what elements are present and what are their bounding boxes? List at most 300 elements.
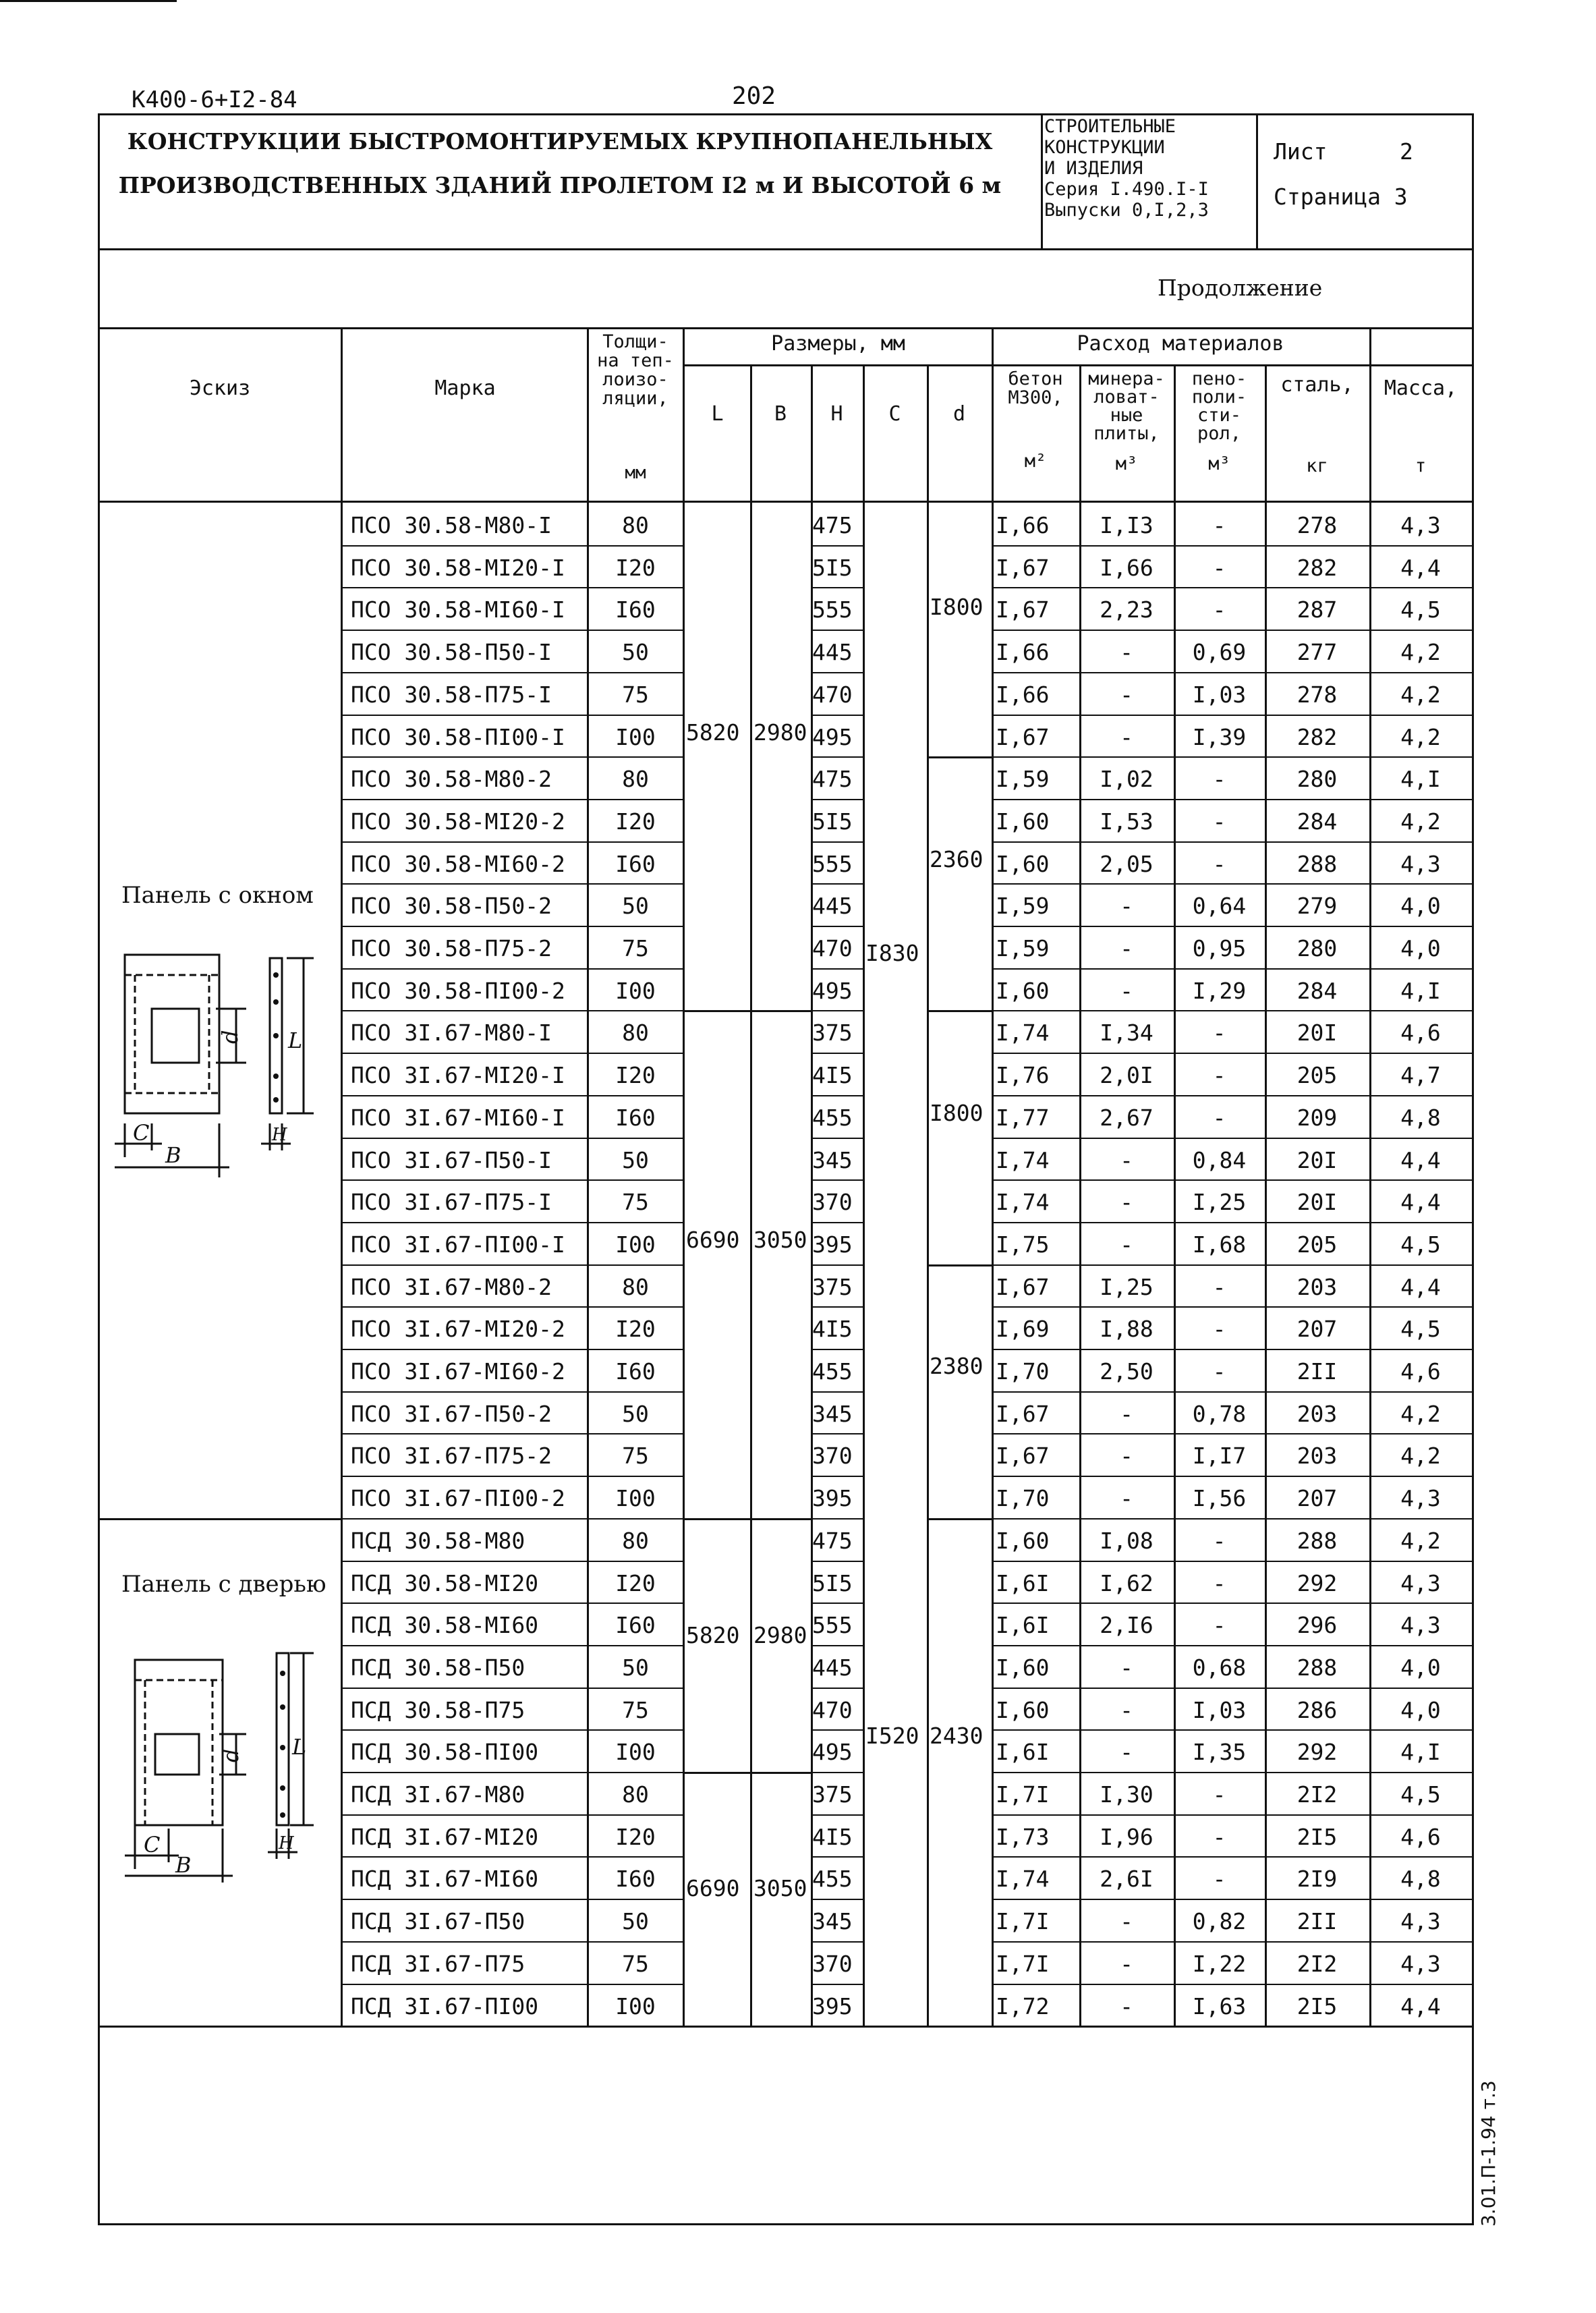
row-10-h: 470 <box>812 935 853 962</box>
row-32-foam: - <box>1212 1866 1226 1893</box>
row-22-mark: ПСО 3I.67-П75-2 <box>351 1443 552 1470</box>
row-27-mark: ПСД 30.58-П50 <box>351 1654 525 1681</box>
grid-row-line-h <box>811 587 863 588</box>
sketch-label-B: B <box>165 1142 181 1168</box>
grid-row-line-m <box>992 1222 1472 1223</box>
row-8-t: I60 <box>615 850 656 877</box>
row-7-h: 5I5 <box>812 808 853 835</box>
row-31-min: I,96 <box>1100 1823 1153 1850</box>
grid-row-line-m <box>992 883 1472 885</box>
frame-right <box>1472 113 1474 2225</box>
row-0-min: I,I3 <box>1100 512 1153 538</box>
row-33-min: - <box>1120 1908 1133 1935</box>
row-21-t: 50 <box>622 1400 649 1427</box>
row-5-mass: 4,2 <box>1400 723 1441 750</box>
grid-row-line-h <box>811 1645 863 1646</box>
row-21-foam: 0,78 <box>1192 1400 1247 1427</box>
row-30-t: 80 <box>622 1781 649 1808</box>
merged-d-5: 2430 <box>930 1723 984 1749</box>
row-29-h: 495 <box>812 1739 853 1766</box>
title-divider <box>1041 113 1043 250</box>
grid-row-line-h <box>811 1941 863 1943</box>
row-29-foam: I,35 <box>1192 1739 1247 1766</box>
grid-row-line-a <box>341 1010 683 1011</box>
row-30-h: 375 <box>812 1781 853 1808</box>
row-18-mark: ПСО 3I.67-М80-2 <box>351 1273 552 1300</box>
row-22-steel: 203 <box>1296 1443 1338 1470</box>
grid-row-line-h <box>811 1433 863 1434</box>
grid-row-line-a <box>341 1899 683 1900</box>
merged-L-2: 6690 <box>686 1227 740 1253</box>
row-34-foam: I,22 <box>1192 1950 1247 1977</box>
row-2-min: 2,23 <box>1100 596 1153 623</box>
row-32-h: 455 <box>812 1866 853 1893</box>
page-number: 202 <box>732 82 776 110</box>
grid-row-line-h <box>811 1984 863 1985</box>
grid-row-line-m <box>992 1941 1472 1943</box>
row-6-h: 475 <box>812 766 853 793</box>
grid-group-lb <box>683 1772 811 1774</box>
row-18-steel: 203 <box>1296 1273 1338 1300</box>
row-19-h: 4I5 <box>812 1316 853 1343</box>
row-34-t: 75 <box>622 1950 649 1977</box>
row-34-min: - <box>1120 1950 1133 1977</box>
row-3-min: - <box>1120 639 1133 666</box>
grid-row-line-a <box>341 1264 683 1266</box>
row-26-t: I60 <box>615 1612 656 1639</box>
row-2-h: 555 <box>812 596 853 623</box>
row-31-conc: I,73 <box>996 1823 1050 1850</box>
grid-group-lb <box>683 1010 811 1012</box>
row-13-mass: 4,7 <box>1400 1062 1441 1089</box>
row-4-steel: 278 <box>1296 681 1338 708</box>
row-32-conc: I,74 <box>996 1866 1050 1893</box>
grid-row-line-h <box>811 968 863 970</box>
door-sketch-label-B: B <box>175 1852 192 1878</box>
row-32-steel: 2I9 <box>1296 1866 1338 1893</box>
grid-row-line-h <box>811 1899 863 1900</box>
row-8-h: 555 <box>812 850 853 877</box>
door-sketch-label-d: d <box>218 1748 244 1762</box>
row-0-t: 80 <box>622 512 649 538</box>
grid-row-line-a <box>341 1729 683 1731</box>
row-9-steel: 279 <box>1296 893 1338 920</box>
grid-row-line-m <box>992 799 1472 800</box>
grid-row-line-m <box>992 1603 1472 1604</box>
row-33-mass: 4,3 <box>1400 1908 1441 1935</box>
row-24-t: 80 <box>622 1527 649 1554</box>
row-1-min: I,66 <box>1100 554 1153 581</box>
row-28-foam: I,03 <box>1192 1696 1247 1723</box>
grid-row-line-m <box>992 1095 1472 1096</box>
row-8-conc: I,60 <box>996 850 1050 877</box>
row-19-steel: 207 <box>1296 1316 1338 1343</box>
grid-row-line-m <box>992 1179 1472 1181</box>
grid-row-line-h <box>811 545 863 547</box>
row-35-min: - <box>1120 1992 1133 2019</box>
grid-row-line-m <box>992 630 1472 631</box>
row-15-foam: 0,84 <box>1192 1146 1247 1173</box>
row-5-t: I00 <box>615 723 656 750</box>
row-9-min: - <box>1120 893 1133 920</box>
row-16-steel: 20I <box>1296 1189 1338 1216</box>
grid-row-line-h <box>811 1179 863 1181</box>
grid-col-7 <box>992 327 994 2026</box>
row-23-conc: I,70 <box>996 1485 1050 1512</box>
grid-row-line-a <box>341 1476 683 1477</box>
sheet-value: 2 <box>1400 138 1413 165</box>
row-16-mark: ПСО 3I.67-П75-I <box>351 1189 552 1216</box>
grid-row-line-h <box>811 1095 863 1096</box>
grid-row-line-a <box>341 1603 683 1604</box>
grid-row-line-m <box>992 1433 1472 1434</box>
grid-row-line-a <box>341 1179 683 1181</box>
row-25-t: I20 <box>615 1569 656 1596</box>
grid-row-line-a <box>341 1053 683 1054</box>
header-H: H <box>830 402 843 426</box>
grid-row-line-a <box>341 715 683 716</box>
row-15-t: 50 <box>622 1146 649 1173</box>
grid-row-line-m <box>992 1518 1472 1520</box>
row-28-min: - <box>1120 1696 1133 1723</box>
row-3-mark: ПСО 30.58-П50-I <box>351 639 552 666</box>
merged-C-1: I830 <box>865 940 919 966</box>
row-19-mass: 4,5 <box>1400 1316 1441 1343</box>
row-29-min: - <box>1120 1739 1133 1766</box>
row-4-mass: 4,2 <box>1400 681 1441 708</box>
row-14-h: 455 <box>812 1104 853 1131</box>
row-5-conc: I,67 <box>996 723 1050 750</box>
row-14-mark: ПСО 3I.67-МI60-I <box>351 1104 565 1131</box>
row-24-min: I,08 <box>1100 1527 1153 1554</box>
merged-B-1: 2980 <box>753 719 807 746</box>
row-31-mass: 4,6 <box>1400 1823 1441 1850</box>
row-3-foam: 0,69 <box>1192 639 1247 666</box>
row-27-min: - <box>1120 1654 1133 1681</box>
row-22-min: - <box>1120 1443 1133 1470</box>
row-21-min: - <box>1120 1400 1133 1427</box>
grid-row-line-a <box>341 1433 683 1434</box>
grid-row-line-m <box>992 1688 1472 1689</box>
row-23-mass: 4,3 <box>1400 1485 1441 1512</box>
merged-B-2: 3050 <box>753 1227 807 1253</box>
row-32-mass: 4,8 <box>1400 1866 1441 1893</box>
row-19-min: I,88 <box>1100 1316 1153 1343</box>
row-9-mark: ПСО 30.58-П50-2 <box>351 893 552 920</box>
row-15-steel: 20I <box>1296 1146 1338 1173</box>
row-25-steel: 292 <box>1296 1569 1338 1596</box>
grid-row-line-a <box>341 1561 683 1562</box>
grid-row-line-a <box>341 1814 683 1816</box>
row-11-conc: I,60 <box>996 977 1050 1004</box>
grid-row-line-m <box>992 968 1472 970</box>
row-2-steel: 287 <box>1296 596 1338 623</box>
title-line-1: КОНСТРУКЦИИ БЫСТРОМОНТИРУЕМЫХ КРУПНОПАНЕЛЬНЫХ <box>127 128 993 155</box>
grid-row-line-h <box>811 1856 863 1858</box>
row-10-t: 75 <box>622 935 649 962</box>
row-6-t: 80 <box>622 766 649 793</box>
grid-col-3 <box>750 364 752 2026</box>
row-17-mass: 4,5 <box>1400 1231 1441 1258</box>
grid-row-line-h <box>811 1010 863 1011</box>
merged-C-2: I520 <box>865 1723 919 1749</box>
row-28-conc: I,60 <box>996 1696 1050 1723</box>
row-24-mark: ПСД 30.58-М80 <box>351 1527 525 1554</box>
side-code: 3.01.П-1.94 т.3 <box>1477 2080 1500 2227</box>
row-24-mass: 4,2 <box>1400 1527 1441 1554</box>
row-1-steel: 282 <box>1296 554 1338 581</box>
grid-row-line-h <box>811 1476 863 1477</box>
header-concrete-unit: м² <box>1024 451 1047 472</box>
header-C: C <box>888 402 901 426</box>
header-mineral: минера- ловат- ные плиты, <box>1088 368 1165 444</box>
row-17-t: I00 <box>615 1231 656 1258</box>
row-33-h: 345 <box>812 1908 853 1935</box>
row-12-h: 375 <box>812 1020 853 1047</box>
grid-row-line-h <box>811 1518 863 1520</box>
row-6-conc: I,59 <box>996 766 1050 793</box>
row-8-min: 2,05 <box>1100 850 1153 877</box>
row-6-min: I,02 <box>1100 766 1153 793</box>
page-label: Страница 3 <box>1274 184 1408 210</box>
row-13-mark: ПСО 3I.67-МI20-I <box>351 1062 565 1089</box>
grid-row-line-m <box>992 1010 1472 1011</box>
grid-row-line-m <box>992 1856 1472 1858</box>
grid-row-line-m <box>992 1561 1472 1562</box>
row-35-mark: ПСД 3I.67-ПI00 <box>351 1992 539 2019</box>
row-7-steel: 284 <box>1296 808 1338 835</box>
row-9-conc: I,59 <box>996 893 1050 920</box>
merged-B-4: 3050 <box>753 1875 807 1901</box>
row-14-conc: I,77 <box>996 1104 1050 1131</box>
header-steel: сталь, <box>1280 373 1354 397</box>
row-35-mass: 4,4 <box>1400 1992 1441 2019</box>
grid-row-line-h <box>811 1772 863 1773</box>
row-16-min: - <box>1120 1189 1133 1216</box>
row-2-conc: I,67 <box>996 596 1050 623</box>
grid-row-line-m <box>992 715 1472 716</box>
row-1-t: I20 <box>615 554 656 581</box>
document-code: К400-6+I2-84 <box>132 86 297 113</box>
row-12-steel: 20I <box>1296 1020 1338 1047</box>
merged-L-3: 5820 <box>686 1622 740 1648</box>
header-L: L <box>711 402 724 426</box>
row-20-min: 2,50 <box>1100 1358 1153 1385</box>
grid-row-line-a <box>341 1688 683 1689</box>
row-10-min: - <box>1120 935 1133 962</box>
row-16-t: 75 <box>622 1189 649 1216</box>
section-window-panel: Панель с окном <box>121 882 314 909</box>
row-8-steel: 288 <box>1296 850 1338 877</box>
grid-row-line-h <box>811 1729 863 1731</box>
grid-row-line-a <box>341 545 683 547</box>
row-11-mark: ПСО 30.58-ПI00-2 <box>351 977 565 1004</box>
row-22-t: 75 <box>622 1443 649 1470</box>
row-14-foam: - <box>1212 1104 1226 1131</box>
row-16-mass: 4,4 <box>1400 1189 1441 1216</box>
row-10-conc: I,59 <box>996 935 1050 962</box>
row-10-mass: 4,0 <box>1400 935 1441 962</box>
row-32-min: 2,6I <box>1100 1866 1153 1893</box>
grid-group-d <box>927 1264 992 1266</box>
continuation-label: Продолжение <box>1158 275 1323 301</box>
row-30-mark: ПСД 3I.67-М80 <box>351 1781 525 1808</box>
row-12-min: I,34 <box>1100 1020 1153 1047</box>
row-18-conc: I,67 <box>996 1273 1050 1300</box>
row-15-mass: 4,4 <box>1400 1146 1441 1173</box>
row-14-t: I60 <box>615 1104 656 1131</box>
row-7-conc: I,60 <box>996 808 1050 835</box>
row-21-steel: 203 <box>1296 1400 1338 1427</box>
grid-row-line-h <box>811 1306 863 1308</box>
row-30-conc: I,7I <box>996 1781 1050 1808</box>
grid-row-line-h <box>811 1053 863 1054</box>
row-0-mark: ПСО 30.58-М80-I <box>351 512 552 538</box>
grid-row-line-m <box>992 1645 1472 1646</box>
grid-row-line-a <box>341 1518 683 1520</box>
grid-row-line-m <box>992 1349 1472 1350</box>
row-12-conc: I,74 <box>996 1020 1050 1047</box>
header-foam: пено- поли- сти- рол, <box>1191 368 1247 444</box>
grid-row-line-h <box>811 883 863 885</box>
row-1-h: 5I5 <box>812 554 853 581</box>
grid-row-line-m <box>992 841 1472 843</box>
grid-group-lb <box>683 1518 811 1520</box>
row-5-foam: I,39 <box>1192 723 1247 750</box>
row-0-steel: 278 <box>1296 512 1338 538</box>
row-4-mark: ПСО 30.58-П75-I <box>351 681 552 708</box>
row-27-steel: 288 <box>1296 1654 1338 1681</box>
grid-row-line-m <box>992 1899 1472 1900</box>
grid-row-line-a <box>341 1222 683 1223</box>
header-d: d <box>952 402 966 426</box>
grid-row-line-m <box>992 1476 1472 1477</box>
grid-row-line-m <box>992 1264 1472 1266</box>
row-11-t: I00 <box>615 977 656 1004</box>
row-35-steel: 2I5 <box>1296 1992 1338 2019</box>
row-3-conc: I,66 <box>996 639 1050 666</box>
row-10-mark: ПСО 30.58-П75-2 <box>351 935 552 962</box>
row-1-mass: 4,4 <box>1400 554 1441 581</box>
grid-row-line-m <box>992 1306 1472 1308</box>
grid-row-line-m <box>992 1772 1472 1773</box>
row-26-steel: 296 <box>1296 1612 1338 1639</box>
grid-col-11 <box>1369 327 1371 2026</box>
row-30-min: I,30 <box>1100 1781 1153 1808</box>
grid-row-line-h <box>811 756 863 758</box>
row-5-min: - <box>1120 723 1133 750</box>
grid-row-line-a <box>341 799 683 800</box>
sketch-label-d: d <box>217 1030 243 1044</box>
row-31-foam: - <box>1212 1823 1226 1850</box>
row-3-h: 445 <box>812 639 853 666</box>
grid-row-line-h <box>811 799 863 800</box>
row-2-mark: ПСО 30.58-МI60-I <box>351 596 565 623</box>
row-30-mass: 4,5 <box>1400 1781 1441 1808</box>
table-top <box>98 327 1474 329</box>
row-13-h: 4I5 <box>812 1062 853 1089</box>
row-12-foam: - <box>1212 1020 1226 1047</box>
row-28-mark: ПСД 30.58-П75 <box>351 1696 525 1723</box>
grid-row-line-a <box>341 926 683 927</box>
grid-row-line-a <box>341 1391 683 1393</box>
row-23-foam: I,56 <box>1192 1485 1247 1512</box>
row-24-steel: 288 <box>1296 1527 1338 1554</box>
row-35-conc: I,72 <box>996 1992 1050 2019</box>
row-17-mark: ПСО 3I.67-ПI00-I <box>351 1231 565 1258</box>
header-mass-unit: т <box>1415 455 1427 476</box>
row-26-mark: ПСД 30.58-МI60 <box>351 1612 539 1639</box>
door-sketch-label-H: H <box>279 1833 294 1854</box>
header-sizes: Размеры, мм <box>771 332 905 356</box>
grid-row-line-a <box>341 1645 683 1646</box>
code-underline <box>0 0 177 2</box>
window-panel-sketch <box>111 948 320 1211</box>
row-24-conc: I,60 <box>996 1527 1050 1554</box>
header-concrete: бетон М300, <box>1008 368 1063 408</box>
sheet-label: Лист <box>1274 138 1328 165</box>
series-divider <box>1256 113 1258 250</box>
row-11-steel: 284 <box>1296 977 1338 1004</box>
row-1-foam: - <box>1212 554 1226 581</box>
row-8-foam: - <box>1212 850 1226 877</box>
row-25-h: 5I5 <box>812 1569 853 1596</box>
title-line-2: ПРОИЗВОДСТВЕННЫХ ЗДАНИЙ ПРОЛЕТОМ I2 м И ВЫСОТОЙ 6 м <box>118 172 1002 198</box>
row-16-conc: I,74 <box>996 1189 1050 1216</box>
grid-row-line-a <box>341 1138 683 1139</box>
grid-row-line-h <box>811 926 863 927</box>
row-29-conc: I,6I <box>996 1739 1050 1766</box>
grid-row-line-m <box>992 1138 1472 1139</box>
row-11-foam: I,29 <box>1192 977 1247 1004</box>
row-24-foam: - <box>1212 1527 1226 1554</box>
row-19-conc: I,69 <box>996 1316 1050 1343</box>
row-20-mass: 4,6 <box>1400 1358 1441 1385</box>
row-21-mark: ПСО 3I.67-П50-2 <box>351 1400 552 1427</box>
row-0-h: 475 <box>812 512 853 538</box>
row-20-foam: - <box>1212 1358 1226 1385</box>
row-25-mass: 4,3 <box>1400 1569 1441 1596</box>
grid-row-line-h <box>811 1349 863 1350</box>
grid-row-line-h <box>811 1814 863 1816</box>
row-10-foam: 0,95 <box>1192 935 1247 962</box>
row-15-mark: ПСО 3I.67-П50-I <box>351 1146 552 1173</box>
door-sketch-label-L: L <box>292 1734 307 1760</box>
row-9-mass: 4,0 <box>1400 893 1441 920</box>
grid-col-5 <box>863 364 865 2026</box>
row-7-foam: - <box>1212 808 1226 835</box>
row-17-h: 395 <box>812 1231 853 1258</box>
row-11-h: 495 <box>812 977 853 1004</box>
row-3-mass: 4,2 <box>1400 639 1441 666</box>
row-21-conc: I,67 <box>996 1400 1050 1427</box>
header-mass: Масса, <box>1384 377 1458 400</box>
row-0-conc: I,66 <box>996 512 1050 538</box>
grid-row-line-m <box>992 1814 1472 1816</box>
row-9-t: 50 <box>622 893 649 920</box>
grid-row-line-h <box>811 1264 863 1266</box>
grid-row-line-h <box>811 715 863 716</box>
row-22-conc: I,67 <box>996 1443 1050 1470</box>
row-5-mark: ПСО 30.58-ПI00-I <box>351 723 565 750</box>
row-28-mass: 4,0 <box>1400 1696 1441 1723</box>
row-11-mass: 4,I <box>1400 977 1441 1004</box>
grid-section-separator <box>98 1518 341 1520</box>
row-23-min: - <box>1120 1485 1133 1512</box>
grid-col-6 <box>927 364 929 2026</box>
grid-group-d <box>927 1010 992 1012</box>
row-0-mass: 4,3 <box>1400 512 1441 538</box>
